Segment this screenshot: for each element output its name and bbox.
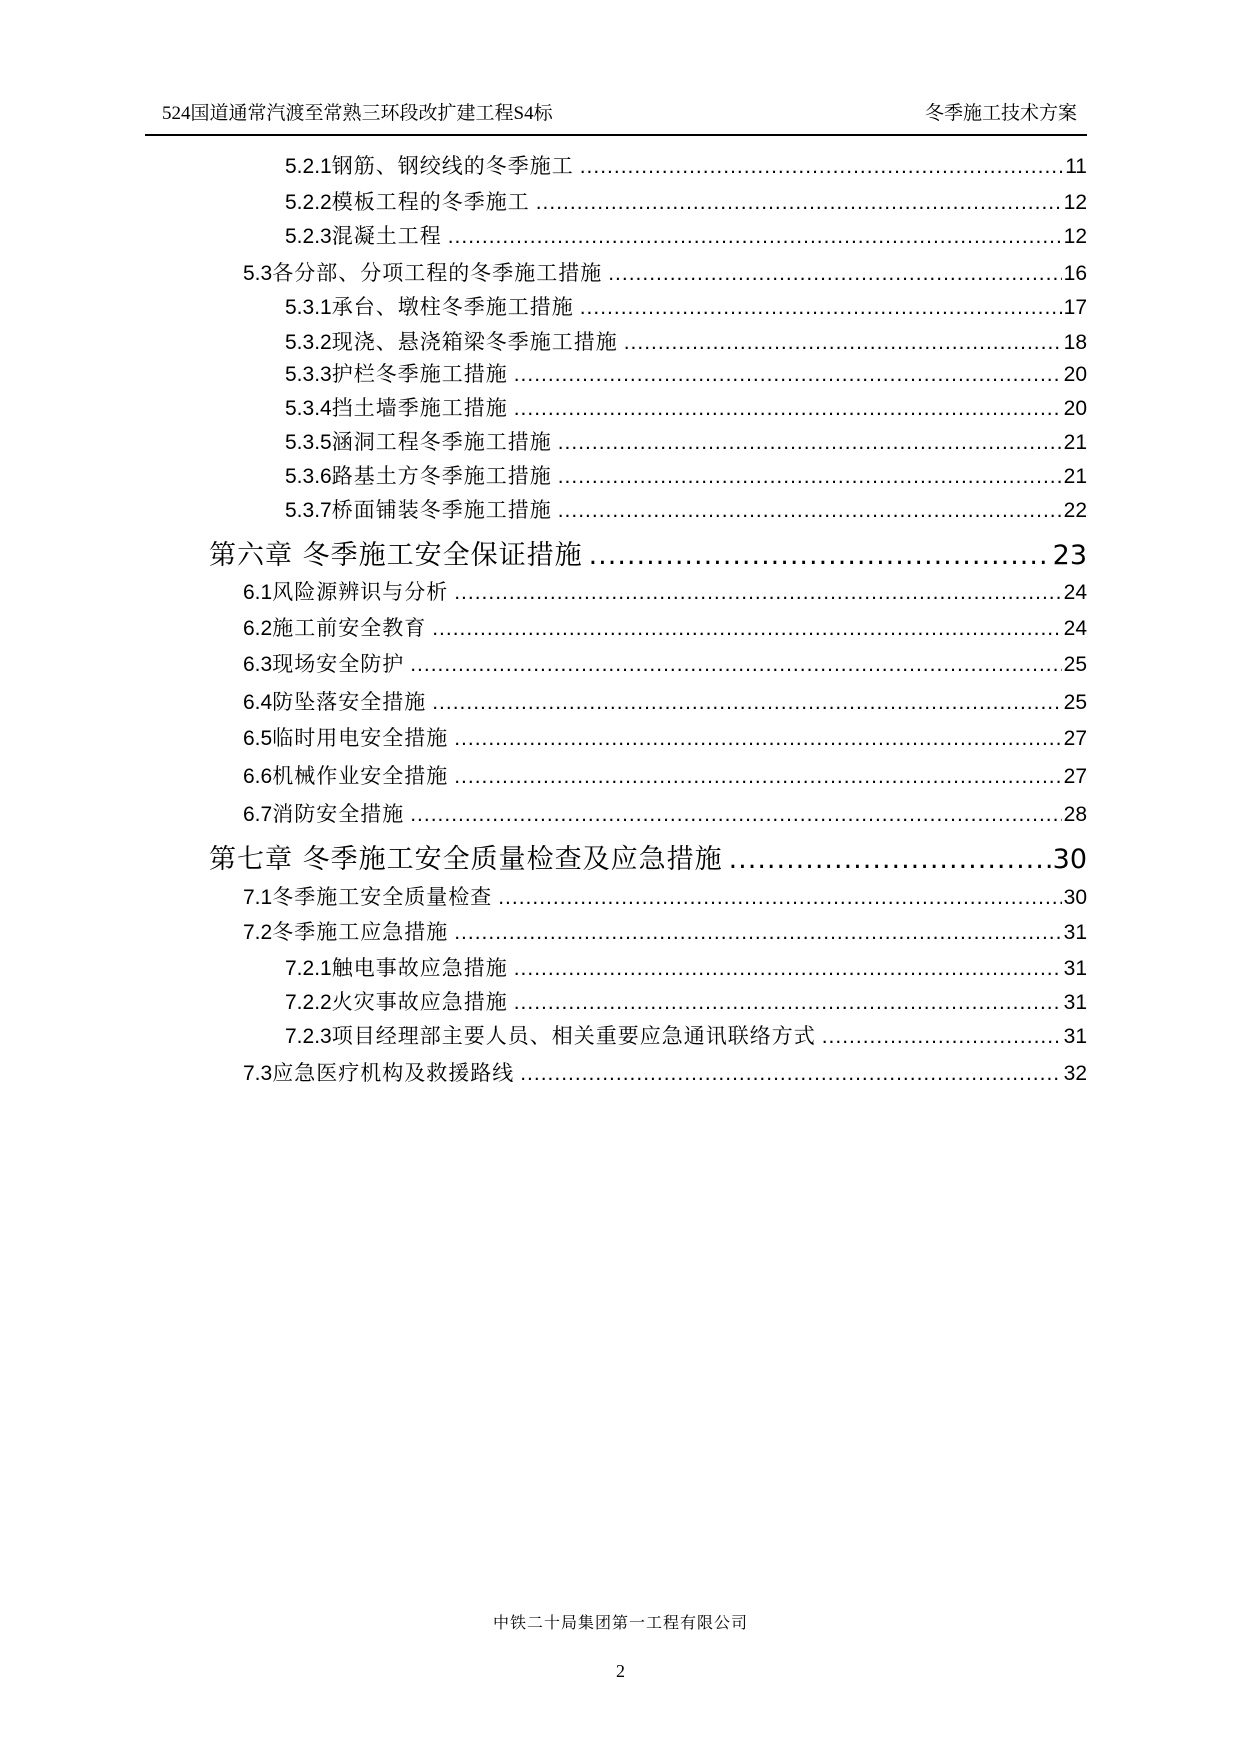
toc-dot-leader	[448, 225, 1062, 249]
toc-entry-title: 混凝土工程	[331, 225, 442, 248]
toc-entry[interactable]	[285, 291, 1087, 321]
toc-dot-leader	[580, 155, 1063, 179]
toc-entry[interactable]	[285, 986, 1087, 1016]
toc-entry-page: 27	[1063, 727, 1087, 750]
toc-entry-title: 护栏冬季施工措施	[331, 363, 508, 386]
toc-entry-title: 应急医疗机构及救援路线	[272, 1062, 515, 1085]
toc-entry[interactable]	[285, 358, 1087, 388]
toc-entry-title: 现场安全防护	[272, 653, 405, 676]
toc-entry-title: 防坠落安全措施	[272, 691, 427, 714]
toc-entry-page: 20	[1063, 363, 1087, 386]
toc-dot-leader	[410, 653, 1061, 677]
toc-entry-number: 6.6	[243, 765, 273, 788]
footer-company-name: 中铁二十局集团第一工程有限公司	[492, 1613, 748, 1632]
toc-dot-leader	[608, 262, 1061, 286]
toc-entry-page: 17	[1063, 296, 1087, 319]
toc-entry[interactable]	[285, 392, 1087, 422]
toc-entry-title: 第七章 冬季施工安全质量检查及应急措施	[209, 844, 723, 875]
toc-entry-page: 16	[1063, 262, 1087, 285]
toc-dot-leader	[558, 431, 1062, 455]
toc-entry-title: 冬季施工安全质量检查	[272, 886, 493, 909]
footer-page-number: 2	[616, 1661, 625, 1681]
toc-entry-number: 5.3.1	[285, 296, 332, 319]
toc-dot-leader	[558, 465, 1062, 489]
toc-entry-title: 风险源辨识与分析	[272, 581, 449, 604]
toc-entry-number: 6.2	[243, 617, 273, 640]
toc-entry[interactable]	[285, 952, 1087, 982]
toc-entry-title: 机械作业安全措施	[272, 765, 449, 788]
toc-entry-number: 6.7	[243, 803, 273, 826]
toc-entry-number: 5.2.2	[285, 191, 332, 214]
toc-entry-number: 7.3	[243, 1062, 273, 1085]
toc-entry-title: 触电事故应急措施	[331, 957, 508, 980]
toc-entry-title: 施工前安全教育	[272, 617, 427, 640]
toc-entry-page: 30	[1052, 844, 1087, 875]
toc-entry-page: 12	[1063, 225, 1087, 248]
toc-entry[interactable]	[209, 533, 1087, 571]
toc-dot-leader	[822, 1025, 1062, 1049]
toc-entry-page: 31	[1063, 991, 1087, 1014]
toc-entry-number: 7.1	[243, 886, 273, 909]
toc-entry[interactable]	[243, 798, 1087, 828]
toc-entry-page: 24	[1063, 581, 1087, 604]
toc-entry[interactable]	[243, 257, 1087, 287]
toc-entry-page: 21	[1063, 465, 1087, 488]
toc-entry-page: 21	[1063, 431, 1087, 454]
toc-entry-number: 5.3.6	[285, 465, 332, 488]
toc-dot-leader	[514, 397, 1062, 421]
toc-entry-title: 模板工程的冬季施工	[331, 191, 530, 214]
toc-entry[interactable]	[243, 1057, 1087, 1087]
toc-entry-title: 路基土方冬季施工措施	[331, 465, 552, 488]
toc-dot-leader	[432, 691, 1061, 715]
toc-entry[interactable]	[209, 837, 1087, 875]
toc-entry-title: 第六章 冬季施工安全保证措施	[209, 540, 583, 571]
toc-entry-page: 24	[1063, 617, 1087, 640]
toc-entry-page: 20	[1063, 397, 1087, 420]
toc-entry-number: 5.2.1	[285, 155, 332, 178]
toc-entry-number: 5.3.4	[285, 397, 332, 420]
toc-entry-title: 冬季施工应急措施	[272, 921, 449, 944]
toc-entry-title: 各分部、分项工程的冬季施工措施	[272, 262, 603, 285]
toc-entry[interactable]	[243, 612, 1087, 642]
toc-dot-leader	[589, 540, 1051, 571]
toc-entry[interactable]	[243, 576, 1087, 606]
toc-dot-leader	[454, 581, 1061, 605]
toc-entry[interactable]	[285, 150, 1087, 180]
toc-entry[interactable]	[243, 881, 1087, 911]
toc-entry[interactable]	[285, 494, 1087, 524]
toc-entry-number: 5.3.7	[285, 499, 332, 522]
toc-entry-number: 5.2.3	[285, 225, 332, 248]
toc-entry-number: 5.3.3	[285, 363, 332, 386]
toc-entry-page: 28	[1063, 803, 1087, 826]
toc-entry[interactable]	[243, 686, 1087, 716]
toc-entry-title: 火灾事故应急措施	[331, 991, 508, 1014]
toc-entry[interactable]	[285, 186, 1087, 216]
toc-entry-title: 现浇、悬浇箱梁冬季施工措施	[331, 331, 618, 354]
toc-entry-number: 5.3	[243, 262, 273, 285]
toc-entry[interactable]	[285, 220, 1087, 250]
toc-entry-number: 5.3.2	[285, 331, 332, 354]
toc-dot-leader	[498, 886, 1061, 910]
toc-dot-leader	[514, 991, 1062, 1015]
toc-dot-leader	[432, 617, 1061, 641]
toc-entry-number: 7.2.1	[285, 957, 332, 980]
toc-entry-title: 项目经理部主要人员、相关重要应急通讯联络方式	[331, 1025, 816, 1048]
toc-entry-title: 挡土墙季施工措施	[331, 397, 508, 420]
toc-dot-leader	[558, 499, 1062, 523]
toc-entry-page: 12	[1063, 191, 1087, 214]
toc-entry[interactable]	[243, 760, 1087, 790]
toc-entry-number: 6.1	[243, 581, 273, 604]
page-header	[145, 94, 1087, 136]
toc-entry-page: 30	[1063, 886, 1087, 909]
toc-entry-number: 6.5	[243, 727, 273, 750]
header-document-title: 冬季施工技术方案	[924, 103, 1077, 124]
toc-entry-number: 7.2	[243, 921, 273, 944]
toc-entry-page: 31	[1063, 1025, 1087, 1048]
toc-entry-page: 22	[1063, 499, 1087, 522]
toc-entry-page: 31	[1063, 957, 1087, 980]
toc-entry[interactable]	[285, 460, 1087, 490]
toc-entry-page: 25	[1063, 653, 1087, 676]
toc-dot-leader	[729, 844, 1051, 875]
toc-entry-title: 消防安全措施	[272, 803, 405, 826]
toc-entry-number: 6.3	[243, 653, 273, 676]
toc-entry-title: 涵洞工程冬季施工措施	[331, 431, 552, 454]
header-project-title: 524国道通常汽渡至常熟三环段改扩建工程S4标	[162, 103, 553, 124]
toc-entry-title: 承台、墩柱冬季施工措施	[331, 296, 574, 319]
toc-entry-page: 25	[1063, 691, 1087, 714]
toc-entry-page: 32	[1063, 1062, 1087, 1085]
toc-entry-number: 7.2.3	[285, 1025, 332, 1048]
toc-entry-number: 5.3.5	[285, 431, 332, 454]
toc-entry-number: 7.2.2	[285, 991, 332, 1014]
toc-entry[interactable]	[243, 648, 1087, 678]
toc-entry[interactable]	[243, 916, 1087, 946]
toc-entry-title: 临时用电安全措施	[272, 727, 449, 750]
toc-dot-leader	[520, 1062, 1061, 1086]
toc-entry-page: 31	[1063, 921, 1087, 944]
toc-dot-leader	[580, 296, 1062, 320]
toc-dot-leader	[514, 957, 1062, 981]
toc-entry[interactable]	[285, 1020, 1087, 1050]
toc-dot-leader	[454, 727, 1061, 751]
toc-dot-leader	[536, 191, 1062, 215]
toc-dot-leader	[624, 331, 1062, 355]
toc-entry[interactable]	[243, 722, 1087, 752]
toc-entry[interactable]	[285, 426, 1087, 456]
toc-dot-leader	[454, 921, 1061, 945]
toc-entry-page: 27	[1063, 765, 1087, 788]
toc-entry-page: 11	[1065, 155, 1087, 178]
toc-entry-number: 6.4	[243, 691, 273, 714]
toc-entry-page: 23	[1052, 540, 1087, 571]
toc-entry-title: 桥面铺装冬季施工措施	[331, 499, 552, 522]
toc-entry-title: 钢筋、钢绞线的冬季施工	[331, 155, 574, 178]
toc-entry-page: 18	[1063, 331, 1087, 354]
toc-dot-leader	[454, 765, 1061, 789]
toc-dot-leader	[410, 803, 1061, 827]
toc-dot-leader	[514, 363, 1062, 387]
toc-entry[interactable]	[285, 326, 1087, 356]
